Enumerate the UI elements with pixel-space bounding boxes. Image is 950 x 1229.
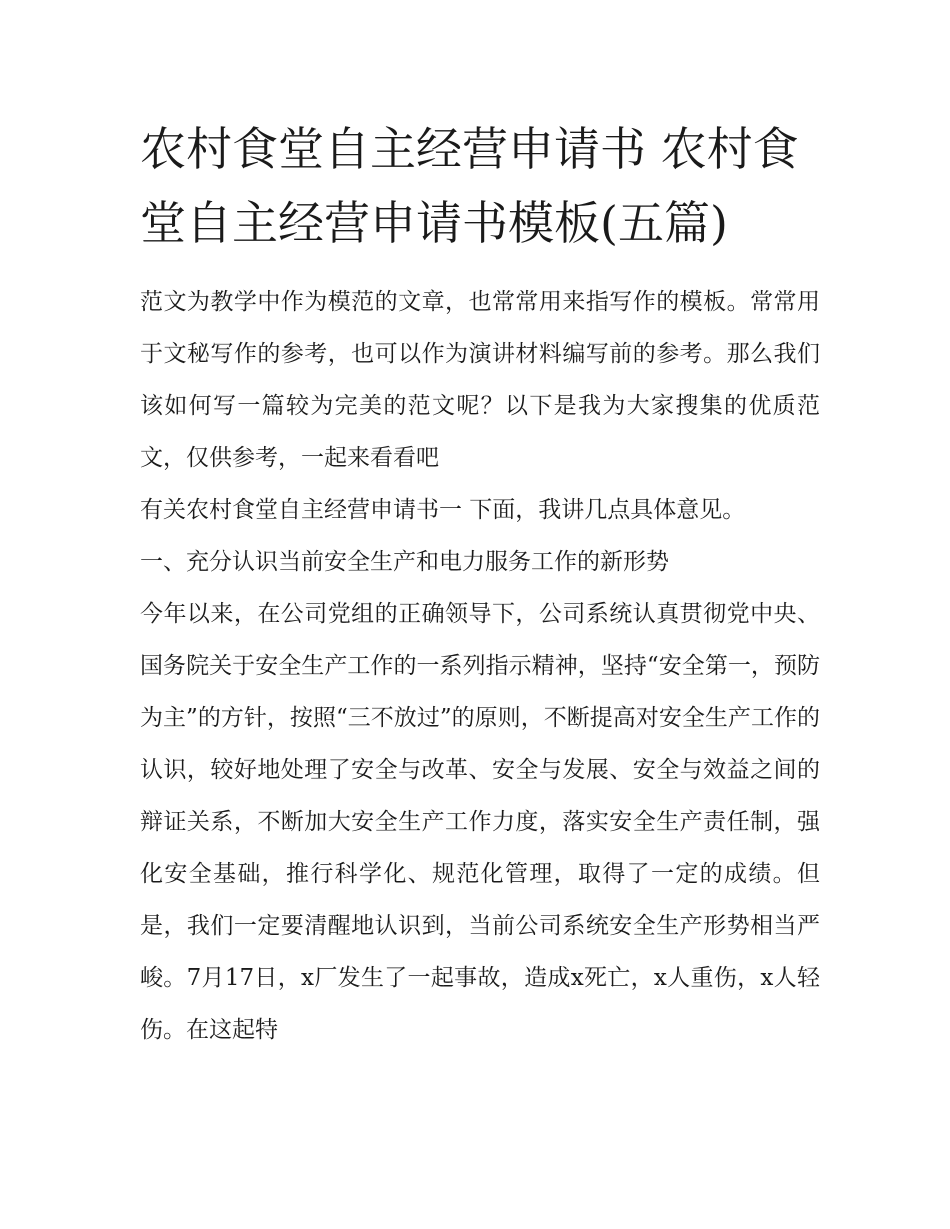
section-intro-line: 有关农村食堂自主经营申请书一 下面，我讲几点具体意见。 bbox=[140, 497, 746, 523]
document-title: 农村食堂自主经营申请书 农村食堂自主经营申请书模板(五篇) bbox=[140, 122, 799, 250]
section-heading: 一、充分认识当前安全生产和电力服务工作的新形势 bbox=[140, 549, 669, 575]
document-page bbox=[140, 112, 820, 1056]
body-paragraph: 今年以来，在公司党组的正确领导下，公司系统认真贯彻党中央、国务院关于安全生产工作的一系列指示精神，坚持“安全第一，预防为主”的方针，按照“三不放过”的原则，不断提高对安全生产工作的认识，较好地处理了安全与改革、安全与发展、安全与效益之间的辩证关系，不断加大安全生产工作力度，落实安全生产责任制，强化安全基础，推行科学化、规范化管理，取得了一定的成绩。但是，我们一定要清醒地认识到，当前公司系统安全生产形势相当严峻。7月17日，x厂发生了一起事故，造成x死亡，x人重伤，x人轻伤。在这起特 bbox=[140, 601, 820, 1043]
intro-paragraph: 范文为教学中作为模范的文章，也常常用来指写作的模板。常常用于文秘写作的参考，也可以作为演讲材料编写前的参考。那么我们该如何写一篇较为完美的范文呢？以下是我为大家搜集的优质范文，仅供参考，一起来看看吧 bbox=[140, 289, 820, 471]
document-body bbox=[140, 276, 820, 1056]
